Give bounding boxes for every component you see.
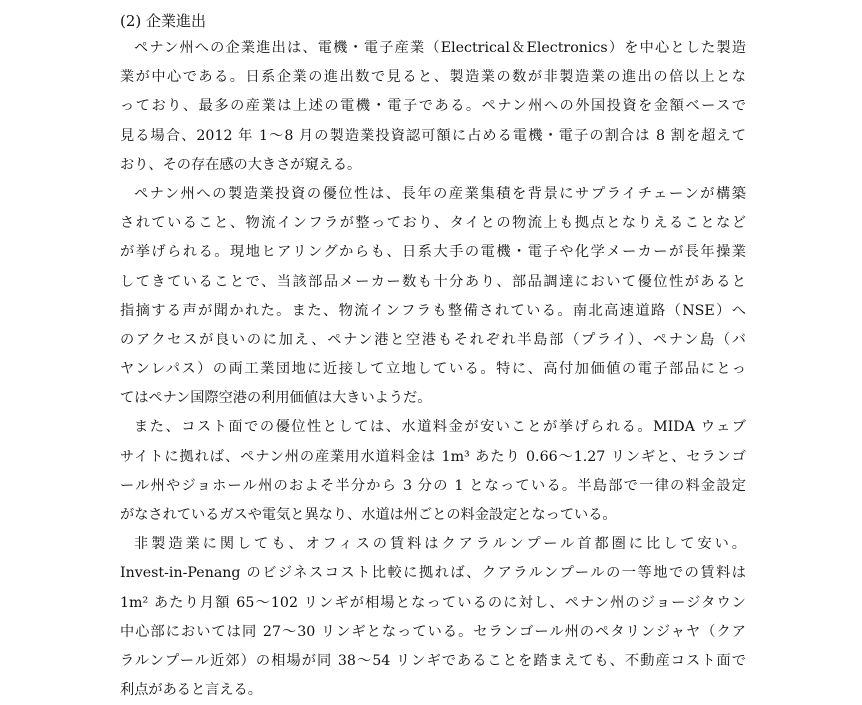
text-line: Invest-in-Penang のビジネスコスト比較に拠れば、クアラルンプールの一等地での賃料は — [120, 565, 746, 582]
paragraph — [120, 34, 746, 180]
text-line: がなされているガスや電気と異なり、水道は州ごとの料金設定となっている。 — [120, 507, 617, 523]
text-line: サイトに拠れば、ペナン州の産業用水道料金は 1m³ あたり 0.66～1.27 リンギと、セランゴ — [120, 448, 746, 465]
text-line: されていること、物流インフラが整っており、タイとの物流上も拠点となりえることなど — [120, 215, 746, 232]
paragraph — [120, 180, 746, 414]
paragraph — [120, 530, 746, 705]
text-line: してきていることで、当該部品メーカー数も十分あり、部品調達において優位性があると — [120, 273, 746, 290]
text-line: ペナン州への企業進出は、電機・電子産業（Electrical＆Electronics）を中心とした製造 — [134, 40, 746, 56]
text-line: また、コスト面での優位性としては、水道料金が安いことが挙げられる。MIDA ウェブ — [134, 419, 746, 436]
text-line: 業が中心である。日系企業の進出数で見ると、製造業の数が非製造業の進出の倍以上とな — [120, 69, 746, 86]
text-line: 中心部においては同 27～30 リンギとなっている。セランゴール州のペタリンジャヤ（クア — [120, 623, 746, 640]
section-title: 企業進出 — [146, 12, 207, 30]
text-line: てはペナン国際空港の利用価値は大きいようだ。 — [120, 390, 432, 407]
body-text — [120, 34, 746, 705]
text-line: 見る場合、2012 年 1～8 月の製造業投資認可額に占める電機・電子の割合は 8 割を超えて — [120, 127, 746, 144]
section-heading — [120, 8, 746, 34]
text-line: っており、最多の産業は上述の電機・電子である。ペナン州への外国投資を金額ベースで — [120, 98, 746, 115]
text-line: が挙げられる。現地ヒアリングからも、日系大手の電機・電子や化学メーカーが長年操業 — [120, 244, 746, 261]
text-line: 利点があると言える。 — [120, 682, 262, 699]
text-line: ペナン州への製造業投資の優位性は、長年の産業集積を背景にサプライチェーンが構築 — [134, 185, 746, 202]
paragraph — [120, 413, 746, 530]
text-line: おり、その存在感の大きさが窺える。 — [120, 156, 362, 173]
section-number: (2) — [120, 12, 142, 30]
text-line: 指摘する声が聞かれた。また、物流インフラも整備されている。南北高速道路（NSE）へ — [120, 302, 746, 319]
text-line: 非製造業に関しても、オフィスの賃料はクアラルンプール首都圏に比して安い。 — [134, 536, 746, 553]
text-line: ラルンプール近郊）の相場が同 38～54 リンギであることを踏まえても、不動産コスト面で — [120, 652, 746, 669]
document-page — [120, 8, 746, 705]
text-line: のアクセスが良いのに加え、ペナン港と空港もそれぞれ半島部（プライ）、ペナン島（バ — [120, 331, 746, 348]
text-line: 1m² あたり月額 65～102 リンギが相場となっているのに対し、ペナン州のジョージタウン — [120, 594, 746, 611]
text-line: ヤンレパス）の両工業団地に近接して立地している。特に、高付加価値の電子部品にとっ — [120, 361, 746, 378]
text-line: ール州やジョホール州のおよそ半分から 3 分の 1 となっている。半島部で一律の料金設定 — [120, 477, 746, 494]
